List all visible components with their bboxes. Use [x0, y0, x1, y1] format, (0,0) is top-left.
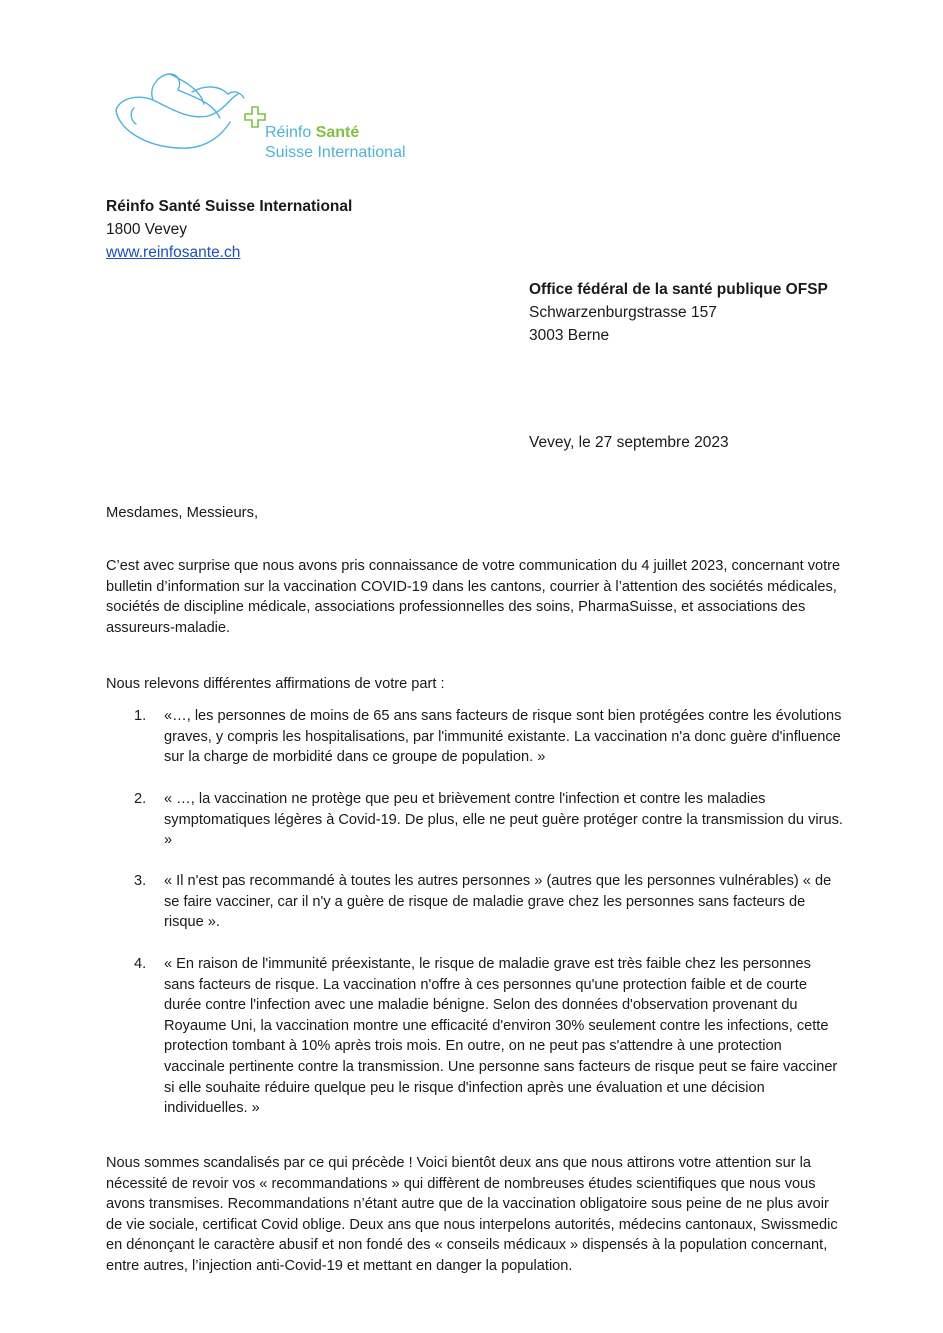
recipient-street: Schwarzenburgstrasse 157	[529, 304, 717, 321]
sender-city: 1800 Vevey	[106, 221, 188, 238]
list-item-number: 4.	[134, 956, 147, 972]
green-cross-icon	[244, 106, 266, 128]
paragraph-closing: Nous sommes scandalisés par ce qui précède ! Voici bientôt deux ans que nous attirons votre attention sur la nécessité de revoir vos « recommandations » qui diffèrent de nombreuses études scientifiques que nous vous avons transmises. Recommandations n’étant autre que de la vaccination obligatoire sous peine de ne plus avoir de vie sociale, certificat Covid oblige. Deux ans que nous interpelons autorités, médecins cantonaux, Swissmedic en dénonçant le caractère abusif et non fondé des « conseils médicaux » dispensés à la population concernant, entre autres, l’injection anti-Covid-19 et mettant en danger la population.	[106, 1155, 838, 1274]
list-item-number: 3.	[134, 873, 147, 889]
recipient-address	[529, 278, 828, 347]
paragraph-intro: C’est avec surprise que nous avons pris connaissance de votre communication du 4 juillet 2023, concernant votre bulletin d’information sur la vaccination COVID-19 dans les cantons, courrier à l’attention des sociétés médicales, sociétés de discipline médicale, associations professionnelles des soins, PharmaSuisse, et associations des assureurs-maladie.	[106, 558, 841, 636]
date-line: Vevey, le 27 septembre 2023	[529, 434, 729, 451]
list-item-text: « …, la vaccination ne protège que peu et brièvement contre l'infection et contre les maladies symptomatiques légères à Covid-19. De plus, elle ne peut guère protéger contre la transmission du virus. »	[164, 791, 843, 849]
salutation: Mesdames, Messieurs,	[106, 505, 259, 521]
recipient-city: 3003 Berne	[529, 327, 610, 344]
list-item-text: « En raison de l'immunité préexistante, le risque de maladie grave est très faible chez les personnes sans facteurs de risque. La vaccination n'offre à ces personnes qu'une protection faible et de courte durée contre l'infection avec une maladie bénigne. Selon des données d'observation provenant du Royaume Uni, la vaccination montre une efficacité d'environ 30% seulement contre les infections, cette protection tombant à 10% après trois mois. En outre, on ne peut pas s'attendre à une protection vaccinale pertinente contre la transmission. Une personne sans facteurs de risque peut se faire vacciner si elle souhaite réduire quelque peu le risque d'infection après une évaluation et une décision individuelles. »	[164, 956, 838, 1117]
list-intro: Nous relevons différentes affirmations de votre part :	[106, 676, 445, 692]
reinfo-sante-logo	[108, 68, 428, 168]
list-item-text: « Il n'est pas recommandé à toutes les autres personnes » (autres que les personnes vulnérables) « de se faire vacciner, car il n'y a guère de risque de maladie grave chez les personnes sans facteurs de risque ».	[164, 873, 832, 931]
recipient-name: Office fédéral de la santé publique OFSP	[529, 281, 828, 298]
sender-website-link[interactable]: www.reinfosante.ch	[106, 244, 241, 261]
list-item-number: 1.	[134, 708, 147, 724]
logo-name-line2: Suisse International	[265, 144, 406, 161]
list-item-text: «…, les personnes de moins de 65 ans sans facteurs de risque sont bien protégées contre les évolutions graves, y compris les hospitalisations, par l'immunité existante. La vaccination n'a donc guère d'influence sur la charge de morbidité dans ce groupe de population. »	[164, 708, 842, 766]
logo-name-part2: Santé	[315, 124, 360, 141]
sender-address	[106, 195, 352, 264]
sender-name: Réinfo Santé Suisse International	[106, 198, 353, 215]
list-item-number: 2.	[134, 791, 147, 807]
logo-name-line1	[265, 124, 359, 142]
logo-name-part1: Réinfo	[265, 124, 316, 141]
